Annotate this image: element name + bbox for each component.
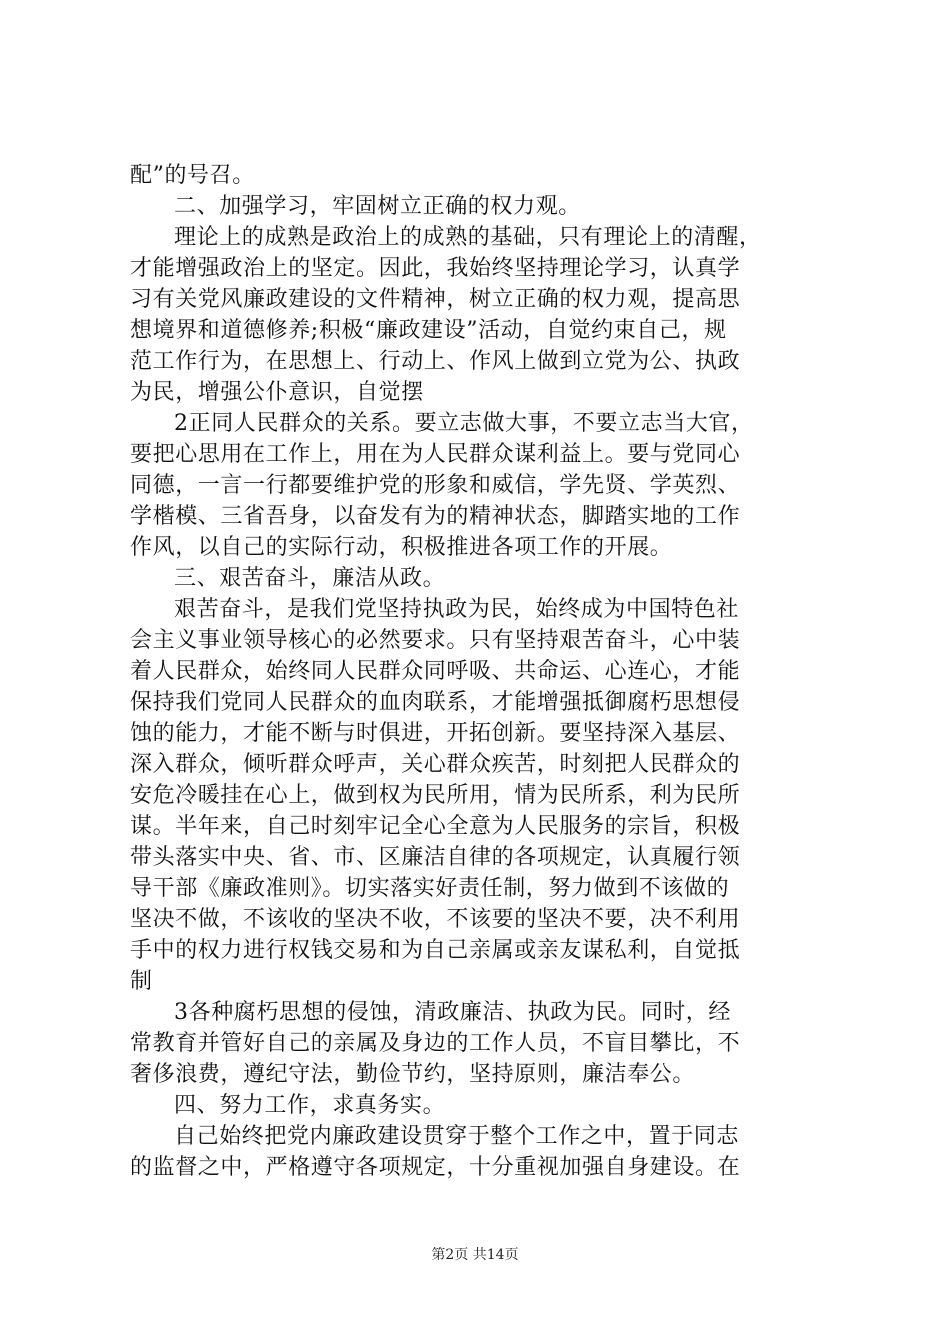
text-line: 想境界和道德修养;积极“廉政建设”活动，自觉约束自己，规: [130, 318, 727, 343]
text-line: 作风，以自己的实际行动，积极推进各项工作的开展。: [130, 535, 673, 560]
text-line: 会主义事业领导核心的必然要求。只有坚持艰苦奋斗，心中装: [130, 628, 741, 653]
text-line: 自己始终把党内廉政建设贯穿于整个工作之中，置于同志: [174, 1124, 740, 1149]
text-line: 学楷模、三省吾身，以奋发有为的精神状态，脚踏实地的工作: [130, 504, 741, 529]
text-line: 2正同人民群众的关系。要立志做大事，不要立志当大官，: [174, 411, 754, 436]
document-body: [130, 160, 830, 1183]
text-line: 范工作行为，在思想上、行动上、作风上做到立党为公、执政: [130, 349, 741, 374]
text-line: 配”的号召。: [130, 163, 255, 188]
text-line: 3各种腐朽思想的侵蚀，清政廉洁、执政为民。同时，经: [174, 1000, 731, 1025]
page-number: 第2页 共14页: [431, 1247, 519, 1263]
text-line: 才能增强政治上的坚定。因此，我始终坚持理论学习，认真学: [130, 256, 741, 281]
text-line: 安危冷暖挂在心上，做到权为民所用，情为民所系，利为民所: [130, 783, 741, 808]
text-line: 坚决不做，不该收的坚决不收，不该要的坚决不要，决不利用: [130, 907, 741, 932]
text-line: 深入群众，倾听群众呼声，关心群众疾苦，时刻把人民群众的: [130, 752, 741, 777]
text-line: 艰苦奋斗，是我们党坚持执政为民，始终成为中国特色社: [174, 597, 740, 622]
text-line: 理论上的成熟是政治上的成熟的基础，只有理论上的清醒，: [174, 225, 762, 250]
text-line: 的监督之中，严格遵守各项规定，十分重视加强自身建设。在: [130, 1155, 741, 1180]
text-line: 为民，增强公仆意识，自觉摆: [130, 380, 424, 405]
text-line: 同德，一言一行都要维护党的形象和威信，学先贤、学英烈、: [130, 473, 741, 498]
text-line: 四、努力工作，求真务实。: [174, 1093, 446, 1118]
text-line: 常教育并管好自己的亲属及身边的工作人员，不盲目攀比，不: [130, 1031, 741, 1056]
text-line: 手中的权力进行权钱交易和为自己亲属或亲友谋私利，自觉抵: [130, 938, 741, 963]
text-line: 着人民群众，始终同人民群众同呼吸、共命运、心连心，才能: [130, 659, 741, 684]
text-line: 导干部《廉政准则》。切实落实好责任制，努力做到不该做的: [130, 876, 730, 901]
text-line: 要把心思用在工作上，用在为人民群众谋利益上。要与党同心: [130, 442, 741, 467]
text-line: 二、加强学习，牢固树立正确的权力观。: [174, 194, 581, 219]
text-line: 习有关党风廉政建设的文件精神，树立正确的权力观，提高思: [130, 287, 741, 312]
text-line: 谋。半年来，自己时刻牢记全心全意为人民服务的宗旨，积极: [130, 814, 741, 839]
text-line: 带头落实中央、省、市、区廉洁自律的各项规定，认真履行领: [130, 845, 741, 870]
text-line: 蚀的能力，才能不断与时俱进，开拓创新。要坚持深入基层、: [130, 721, 741, 746]
text-line: 奢侈浪费，遵纪守法，勤俭节约，坚持原则，廉洁奉公。: [130, 1062, 696, 1087]
text-line: 保持我们党同人民群众的血肉联系，才能增强抵御腐朽思想侵: [130, 690, 741, 715]
text-line: 三、艰苦奋斗，廉洁从政。: [174, 566, 446, 591]
text-line: 制: [130, 969, 153, 994]
